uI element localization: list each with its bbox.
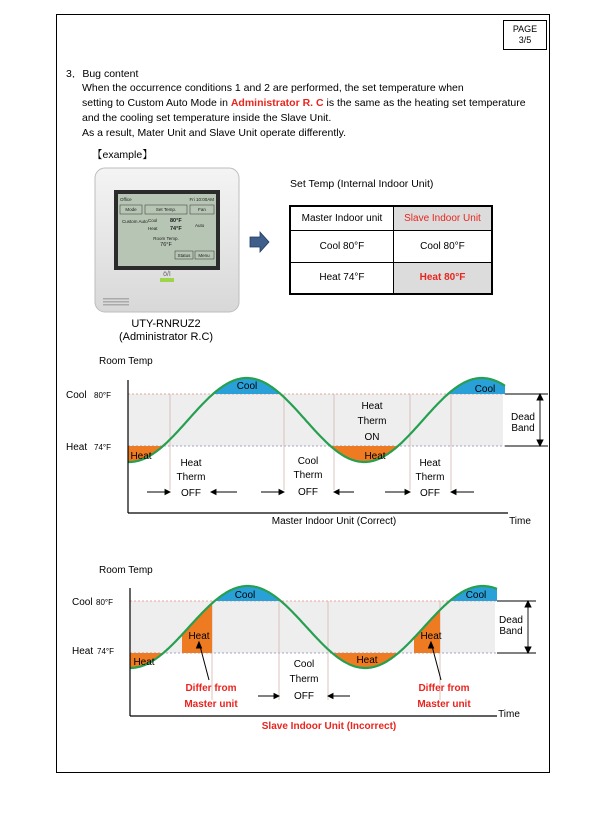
- chart1-dead-band: [128, 394, 503, 446]
- set-temp-table: [289, 205, 493, 295]
- chart1-heat-trough1-label: Heat: [130, 451, 152, 462]
- chart2-differ2-line1: Differ from: [418, 683, 470, 694]
- chart1-therm-on-3: ON: [364, 432, 380, 443]
- chart2-differ1-line1: Differ from: [185, 683, 237, 694]
- screen-room-label: Room Temp.: [153, 236, 179, 241]
- screen-cool-value: 80°F: [170, 218, 182, 224]
- right-arrow-icon: [250, 232, 269, 252]
- bug-para1-c: is the same as the heating set temperature: [326, 97, 526, 109]
- chart1-cool-temp: 80°F: [94, 391, 111, 400]
- screen-menu-button: Menu: [198, 253, 210, 258]
- chart1-heat-off2-1: Heat: [419, 458, 441, 469]
- chart1-cool-peak-label: Cool: [236, 381, 258, 392]
- administrator-rc-highlight: Administrator R. C: [230, 97, 324, 109]
- chart1-heat-temp: 74°F: [94, 443, 111, 452]
- chart2-heat-rise1-label: Heat: [188, 631, 210, 642]
- chart2-heat-trough2-label: Heat: [356, 655, 378, 666]
- chart2-heat-temp: 74°F: [97, 647, 114, 656]
- chart2-cool-peak2-label: Cool: [465, 590, 487, 601]
- chart2-band-label-1: Dead: [499, 615, 523, 626]
- chart2-heat-trough1-label: Heat: [133, 657, 155, 668]
- table-master-heat: Heat 74°F: [290, 262, 393, 294]
- chart2-cool-off-1: Cool: [293, 659, 315, 670]
- chart1-heat-off1-1: Heat: [180, 458, 202, 469]
- screen-mode-value: Custom Auto: [122, 219, 148, 224]
- chart1-cool-peak2-label: Cool: [474, 384, 496, 395]
- chart1-band-label-1: Dead: [511, 412, 535, 423]
- chart1-caption: Master Indoor Unit (Correct): [271, 516, 397, 527]
- screen-top-right: Fri 10:00AM: [189, 197, 214, 202]
- chart1-xlabel: Time: [509, 516, 531, 527]
- chart2-cool-off-2: Therm: [289, 674, 319, 685]
- bug-para1-b: setting to Custom Auto Mode in: [82, 97, 228, 109]
- chart2-heat-rise2-label: Heat: [420, 631, 442, 642]
- remote-controller-image: [95, 168, 239, 312]
- speaker-grille: [103, 298, 129, 306]
- chart2-cool-temp: 80°F: [96, 598, 113, 607]
- chart1-heat-label: Heat: [66, 442, 88, 453]
- table-header-master: Master Indoor unit: [290, 206, 393, 230]
- example-label: 【example】: [92, 149, 153, 161]
- page-number: 3/5: [518, 35, 532, 45]
- chart2-heat-label: Heat: [72, 646, 94, 657]
- controller-role: (Administrator R.C): [118, 331, 214, 343]
- screen-heat-label: Heat: [148, 226, 158, 231]
- table-master-cool: Cool 80°F: [290, 230, 393, 262]
- chart2-cool-peak-label: Cool: [234, 590, 256, 601]
- chart-slave: [72, 565, 536, 732]
- page-label: PAGE: [512, 24, 538, 34]
- screen-top-left: Office: [120, 197, 132, 202]
- chart2-differ2-line2: Master unit: [417, 699, 471, 710]
- controller-logo: ö/I: [163, 271, 171, 278]
- table-header-slave: Slave Indoor Unit: [393, 206, 492, 230]
- set-temp-table-title: Set Temp (Internal Indoor Unit): [290, 178, 434, 190]
- screen-settemp-label: Set Temp.: [155, 207, 177, 212]
- chart1-therm-on-1: Heat: [361, 401, 383, 412]
- chart2-caption: Slave Indoor Unit (Incorrect): [261, 721, 397, 732]
- bug-para1-a: When the occurrence conditions 1 and 2 are performed, the set temperature when: [82, 82, 464, 94]
- chart2-differ1-line2: Master unit: [184, 699, 238, 710]
- table-slave-cool: Cool 80°F: [393, 230, 492, 262]
- screen-fan-label: Fan: [198, 207, 206, 212]
- bug-para2: and the cooling set temperature inside the Slave Unit.: [82, 112, 332, 124]
- chart1-heat-off2-3: OFF: [420, 488, 440, 499]
- bug-heading: 3．Bug content: [66, 68, 139, 80]
- chart2-cool-label: Cool: [72, 597, 93, 608]
- chart2-xlabel: Time: [498, 709, 520, 720]
- screen-heat-value: 74°F: [170, 226, 182, 232]
- chart1-heat-off1-3: OFF: [181, 488, 201, 499]
- chart-master: [66, 356, 548, 527]
- bug-para3: As a result, Mater Unit and Slave Unit operate differently.: [82, 127, 346, 139]
- screen-status-button: Status: [177, 253, 191, 258]
- screen-mode-label: Mode: [125, 207, 137, 212]
- chart1-band-label-2: Band: [511, 423, 535, 434]
- status-led: [160, 278, 174, 282]
- screen-fan-value: Auto: [195, 223, 205, 228]
- chart2-cool-off-3: OFF: [294, 691, 314, 702]
- chart2-ylabel: Room Temp: [99, 565, 153, 576]
- screen-cool-label: Cool: [148, 218, 158, 223]
- chart1-cool-off-1: Cool: [297, 456, 319, 467]
- table-slave-heat: Heat 80°F: [393, 262, 492, 294]
- chart2-band-label-2: Band: [499, 626, 523, 637]
- chart1-therm-on-2: Therm: [357, 416, 387, 427]
- controller-model: UTY-RNRUZ2: [131, 318, 201, 330]
- chart1-heat-off2-2: Therm: [415, 472, 445, 483]
- chart2-cool-peak-2: [430, 586, 497, 601]
- chart1-ylabel: Room Temp: [99, 356, 153, 367]
- chart1-cool-off-3: OFF: [298, 487, 318, 498]
- chart1-cool-off-2: Therm: [293, 470, 323, 481]
- chart1-heat-trough2-label: Heat: [364, 451, 386, 462]
- screen-room-value: 76°F: [160, 242, 172, 248]
- chart1-heat-off1-2: Therm: [176, 472, 206, 483]
- chart1-cool-label: Cool: [66, 390, 87, 401]
